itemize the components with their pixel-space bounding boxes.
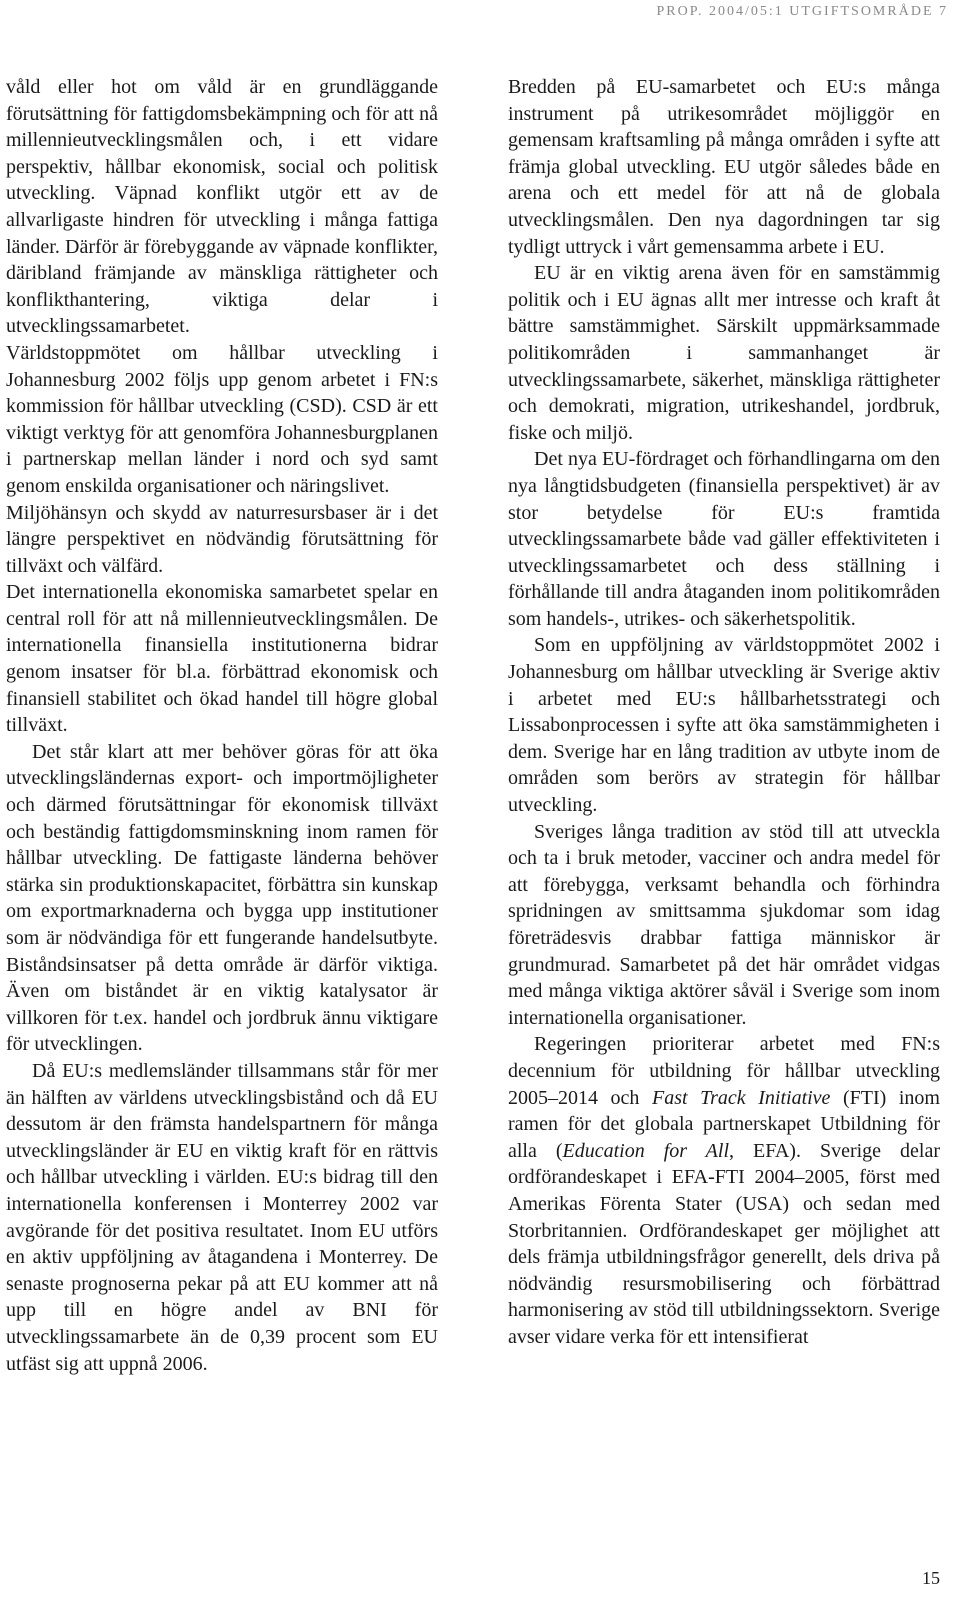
running-header: PROP. 2004/05:1 UTGIFTSOMRÅDE 7 <box>656 4 948 19</box>
text-run: , EFA). Sverige delar ordförandeskapet i EFA-FTI 2004–2005, först med Amerikas Förenta Stater (USA) och sedan med Storbritannien. Ordförandeskapet ger möjlighet att dels främja utbildningsfrågor generellt, dels driva på nödvändig resursmobilisering och förbättrad harmonisering av stöd till utbildningssektorn. Sverige avser vidare verka för ett intensifierat <box>508 1139 941 1348</box>
paragraph-efa <box>508 1031 940 1350</box>
paragraph: Som en uppföljning av världstoppmötet 2002 i Johannesburg om hållbar utveckling är Sverige aktiv i arbetet med EU:s hållbarhetsstrategi och Lissabonprocessen i syfte att öka samstämmigheten i dem. Sverige har en lång tradition av utbyte inom de områden som berörs av strategin för hållbar utveckling. <box>508 634 940 817</box>
paragraph: Det internationella ekonomiska samarbetet spelar en central roll för att nå millennieutvecklingsmålen. De internationella finansiella institutionerna bidrar genom insatser för bl.a. förbättrad ekonomisk och finansiell stabilitet och ökad handel till högre global tillväxt. <box>6 581 438 737</box>
page-number: 15 <box>922 1568 940 1588</box>
paragraph: Det står klart att mer behöver göras för att öka utvecklingsländernas export- och importmöjligheter och därmed förutsättningar för ekonomisk tillväxt och beständig fattigdomsminskning inom ramen för hållbar utveckling. De fattigaste länderna behöver stärka sin produktionskapacitet, förbättra sin kunskap om exportmarknaderna och bygga upp institutioner som är nödvändiga för ett fungerande handelsutbyte. Biståndsinsatser på detta område är därför viktiga. Även om biståndet är en viktig katalysator är villkoren för t.ex. handel och jordbruk ännu viktigare för utvecklingen. <box>6 740 438 1056</box>
left-column <box>6 74 438 1377</box>
italic-title: Fast Track Initiative <box>652 1086 831 1109</box>
paragraph: våld eller hot om våld är en grundläggande förutsättning för fattigdomsbekämpning och för att nå millennieutvecklingsmålen och, i ett vidare perspektiv, hållbar ekonomisk, social och politisk utveckling. Väpnad konflikt utgör ett av de allvarligaste hindren för utveckling i många fattiga länder. Därför är förebyggande av väpnade konflikter, däribland främjande av mänskliga rättigheter och konflikthantering, viktiga delar i utvecklingssamarbetet. <box>6 76 438 338</box>
paragraph: Bredden på EU-samarbetet och EU:s många instrument på utrikesområdet möjliggör en gemensam kraftsamling på många områden i syfte att främja global utveckling. EU utgör således både en arena och ett medel för att nå de globala utvecklingsmålen. Den nya dagordningen tar sig tydligt uttryck i vårt gemensamma arbete i EU. <box>508 76 940 258</box>
text-run: Regeringen prioriterar arbetet med FN:s decennium för utbildning för hållbar utveckling 2005–2014 och <box>508 1033 940 1109</box>
paragraph: Miljöhänsyn och skydd av naturresursbaser är i det längre perspektivet en nödvändig förutsättning för tillväxt och välfärd. <box>6 501 438 577</box>
paragraph: Då EU:s medlemsländer tillsammans står för mer än hälften av världens utvecklingsbistånd och då EU dessutom är den främsta handelspartnern för många utvecklingsländer är EU en viktig kraft för en rättvis och hållbar utveckling i världen. EU:s bidrag till den internationella konferensen i Monterrey 2002 var avgörande för det positiva resultatet. Inom EU utförs en aktiv uppföljning av åtagandena i Monterrey. De senaste prognoserna pekar på att EU kommer att nå upp till en högre andel av BNI för utvecklingssamarbete än de 0,39 procent som EU utfäst sig att uppnå 2006. <box>6 1059 438 1375</box>
paragraph: EU är en viktig arena även för en samstämmig politik och i EU ägnas allt mer intresse och kraft åt bättre samstämmighet. Särskilt uppmärksammade politikområden i sammanhanget är utvecklingssamarbete, säkerhet, mänskliga rättigheter och demokrati, migration, utrikeshandel, jordbruk, fiske och miljö. <box>508 262 940 444</box>
italic-title: Education for All <box>562 1139 730 1162</box>
paragraph: Världstoppmötet om hållbar utveckling i Johannesburg 2002 följs upp genom arbetet i FN:s kommission för hållbar utveckling (CSD). CSD är ett viktigt verktyg för att genomföra Johannesburgplanen i partnerskap mellan länder i nord och syd samt genom enskilda organisationer och näringslivet. <box>6 341 438 497</box>
text-run: (FTI) inom ramen för det globala partnerskapet Utbildning för alla ( <box>508 1086 940 1162</box>
right-column <box>508 74 940 1351</box>
paragraph: Det nya EU-fördraget och förhandlingarna om den nya långtidsbudgeten (finansiella perspektivet) är av stor betydelse för EU:s framtida utvecklingssamarbete både vad gäller effektiviteten i utvecklingssamarbetet och dess ställning i förhållande till andra åtaganden inom politikområden som handels-, utrikes- och säkerhetspolitik. <box>508 448 940 630</box>
paragraph: Sveriges långa tradition av stöd till att utveckla och ta i bruk metoder, vacciner och andra medel för att förebygga, verksamt behandla och förhindra spridningen av smittsamma sjukdomar som idag företrädesvis drabbar fattiga människor är grundmurad. Samarbetet på det här området vidgas med många viktiga aktörer såväl i Sverige som inom internationella organisationer. <box>508 820 940 1029</box>
